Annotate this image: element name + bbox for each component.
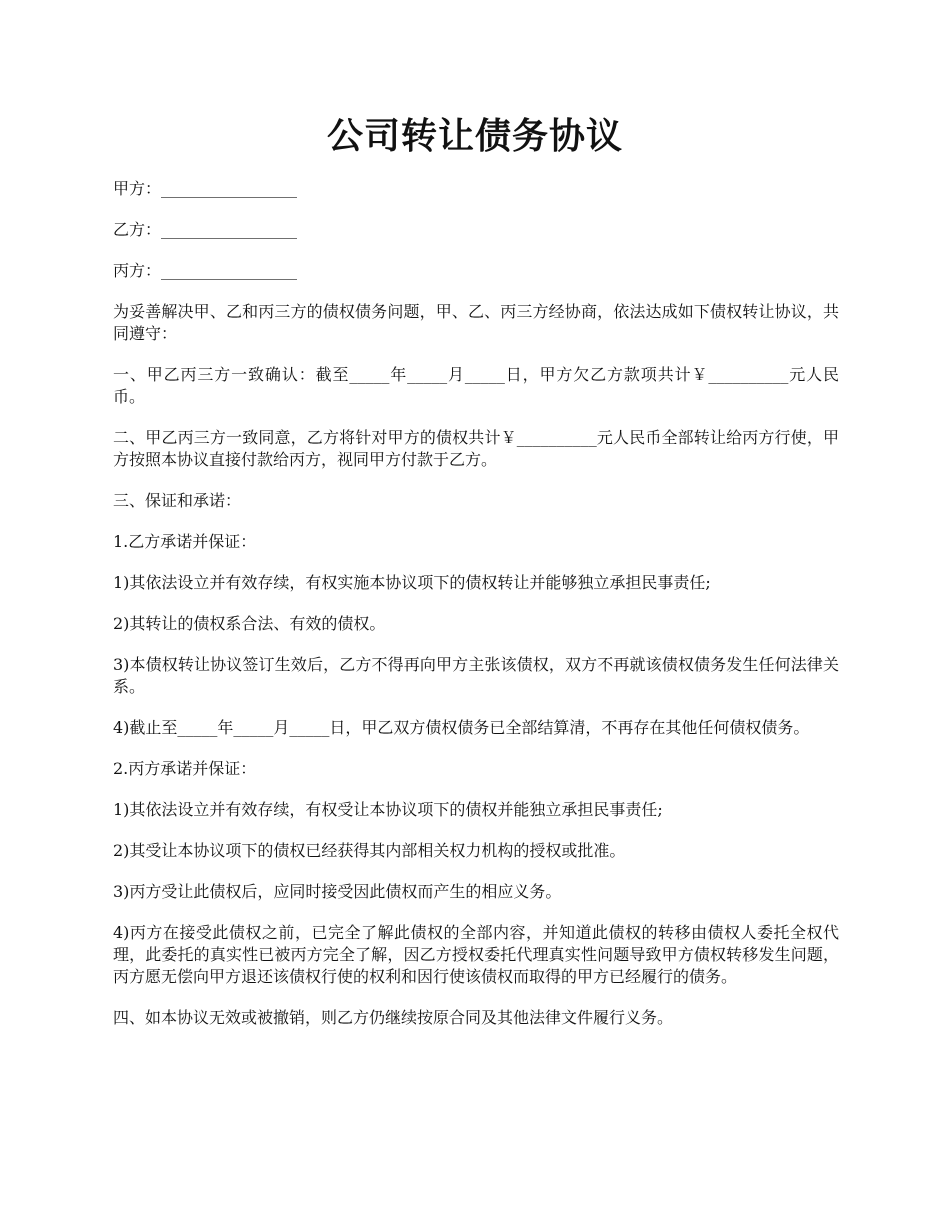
party-c-guarantee-heading: 2.丙方承诺并保证： bbox=[113, 759, 257, 778]
preamble-paragraph: 为妥善解决甲、乙和丙三方的债权债务问题，甲、乙、丙三方经协商，依法达成如下债权转让协议，共同遵守： bbox=[113, 302, 839, 343]
party-c-guarantee-item-1: 1)其依法设立并有效存续，有权受让本协议项下的债权并能独立承担民事责任; bbox=[113, 800, 663, 819]
party-b-guarantee-heading: 1.乙方承诺并保证： bbox=[113, 532, 257, 551]
clause-4-paragraph: 四、如本协议无效或被撤销，则乙方仍继续按原合同及其他法律文件履行义务。 bbox=[113, 1008, 674, 1027]
party-b-guarantee-item-3: 3)本债权转让协议签订生效后，乙方不得再向甲方主张该债权，双方不再就该债权债务发生任何法律关系。 bbox=[113, 655, 839, 696]
party-c-line: 丙方：_________________ bbox=[113, 261, 298, 280]
party-c-guarantee-item-3: 3)丙方受让此债权后，应同时接受因此债权而产生的相应义务。 bbox=[113, 882, 562, 901]
party-c-guarantee-item-4: 4)丙方在接受此债权之前，已完全了解此债权的全部内容，并知道此债权的转移由债权人委托全权代理，此委托的真实性已被丙方完全了解，因乙方授权委托代理真实性问题导致甲方债权转移发生问题，丙方愿无偿向甲方退还该债权行使的权利和因行使该债权而取得的甲方已经履行的债务。 bbox=[113, 923, 839, 986]
document-body bbox=[113, 178, 839, 1048]
party-b-guarantee-item-2: 2)其转让的债权系合法、有效的债权。 bbox=[113, 614, 386, 633]
party-b-guarantee-item-1: 1)其依法设立并有效存续，有权实施本协议项下的债权转让并能够独立承担民事责任; bbox=[113, 573, 711, 592]
clause-3-heading: 三、保证和承诺： bbox=[113, 491, 242, 510]
party-c-guarantee-item-2: 2)其受让本协议项下的债权已经获得其内部相关权力机构的授权或批准。 bbox=[113, 841, 626, 860]
party-b-line: 乙方：_________________ bbox=[113, 220, 298, 239]
party-a-line: 甲方：_________________ bbox=[113, 179, 298, 198]
document-title: 公司转让债务协议 bbox=[326, 115, 623, 157]
party-b-guarantee-item-4: 4)截止至_____年_____月_____日，甲乙双方债权债务已全部结算清，不再存在其他任何债权债务。 bbox=[113, 718, 810, 737]
clause-1-paragraph: 一、甲乙丙三方一致确认：截至_____年_____月_____日，甲方欠乙方款项共计￥__________元人民币。 bbox=[113, 365, 839, 406]
clause-2-paragraph: 二、甲乙丙三方一致同意，乙方将针对甲方的债权共计￥__________元人民币全部转让给丙方行使，甲方按照本协议直接付款给丙方，视同甲方付款于乙方。 bbox=[113, 428, 839, 469]
